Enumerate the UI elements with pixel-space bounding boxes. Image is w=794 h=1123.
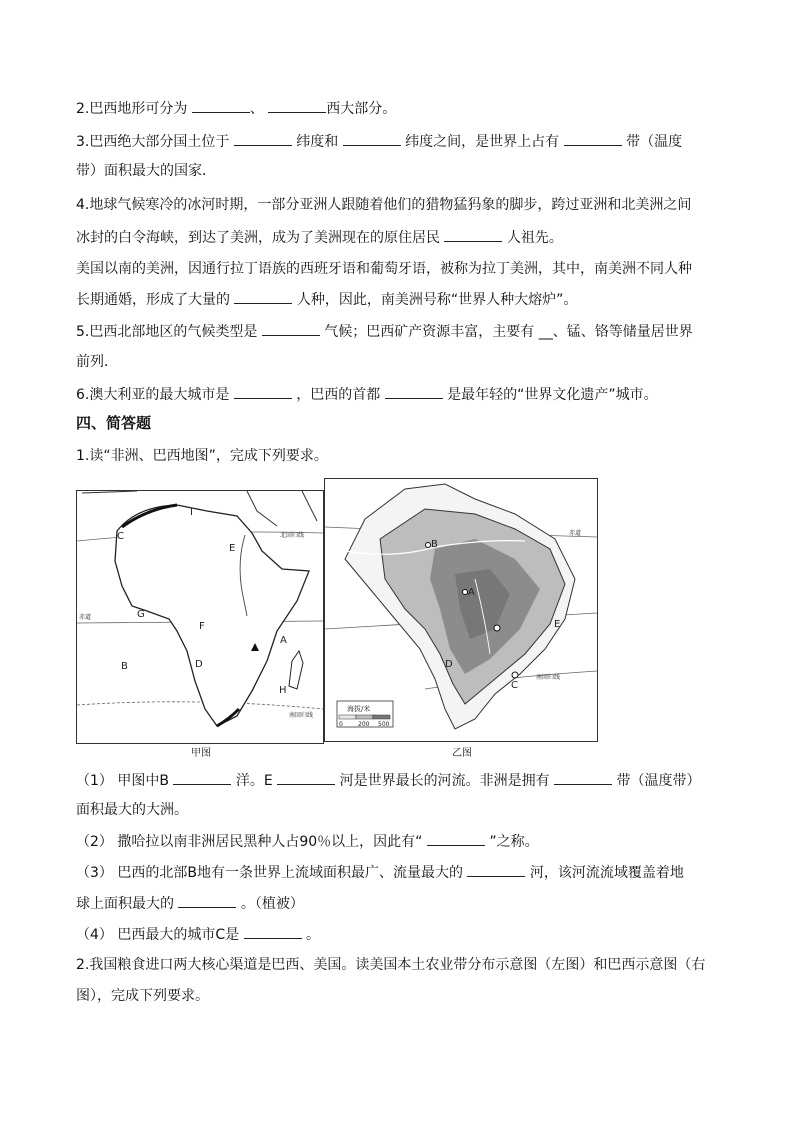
- answer-blank[interactable]: [173, 770, 231, 785]
- text-segment: 河是世界最长的河流。非洲是拥有: [335, 773, 555, 789]
- text-line: [76, 98, 396, 119]
- legend-tick: 500: [378, 721, 390, 728]
- text-line: [76, 446, 328, 466]
- africa-label: 南回归线: [289, 712, 314, 719]
- text-segment: 面积最大的大洲。: [76, 802, 188, 818]
- text-segment: 纬度和: [291, 134, 343, 150]
- text-segment: 2.我国粮食进口两大核心渠道是巴西、美国。读美国本土农业带分布示意图（左图）和巴西示意图（右: [76, 957, 706, 973]
- text-segment: 2.巴西地形可分为: [76, 101, 192, 117]
- text-segment: 前列．: [76, 354, 118, 370]
- answer-blank[interactable]: [268, 98, 326, 113]
- africa-map-caption: 甲图: [191, 748, 211, 759]
- text-segment: 。（植被）: [236, 896, 304, 912]
- africa-label: G: [137, 609, 145, 620]
- text-segment: 人种，因此，南美洲号称“世界人种大熔炉”。: [292, 292, 578, 308]
- text-line: [76, 131, 682, 152]
- brazil-label: E: [554, 619, 561, 630]
- text-segment: 。: [301, 927, 321, 943]
- africa-label: A: [280, 635, 287, 646]
- answer-blank[interactable]: [234, 131, 292, 146]
- text-segment: ”之称。: [484, 834, 539, 850]
- text-segment: 图），完成下列要求。: [76, 988, 209, 1004]
- text-line: [76, 955, 705, 975]
- answer-blank[interactable]: [564, 131, 622, 146]
- answer-blank[interactable]: [277, 770, 335, 785]
- text-segment: 人祖先。: [502, 230, 563, 246]
- brazil-label: 赤道: [569, 530, 582, 537]
- africa-label: 赤道: [79, 614, 92, 621]
- text-line: [76, 831, 539, 852]
- answer-blank[interactable]: [554, 770, 612, 785]
- answer-blank[interactable]: [385, 384, 443, 399]
- africa-label: 北回归线: [280, 532, 305, 539]
- brazil-label: A: [468, 587, 475, 598]
- answer-blank[interactable]: [444, 227, 502, 242]
- answer-blank[interactable]: [234, 384, 292, 399]
- text-segment: 带）面积最大的国家．: [76, 163, 216, 179]
- brazil-map: [324, 478, 598, 742]
- text-line: [76, 770, 701, 791]
- africa-label: B: [121, 661, 128, 672]
- text-segment: （3） 巴西的北部B地有一条世界上流域面积最广、流量最大的: [76, 865, 468, 881]
- brazil-label: C: [511, 680, 518, 691]
- answer-blank[interactable]: [234, 289, 292, 304]
- text-segment: ，巴西的首都: [291, 387, 385, 403]
- text-line: [76, 924, 320, 945]
- legend-title: 海拔/米: [347, 705, 371, 713]
- text-segment: 冰封的白令海峡，到达了美洲，成为了美洲现在的原住居民: [76, 230, 445, 246]
- text-segment: （4） 巴西最大的城市C是: [76, 927, 244, 943]
- legend-tick: 200: [358, 721, 370, 728]
- text-line: [76, 862, 684, 883]
- text-segment: 长期通婚，形成了大量的: [76, 292, 235, 308]
- text-line: [76, 161, 216, 181]
- text-segment: 6.澳大利亚的最大城市是: [76, 387, 234, 403]
- text-line: [76, 800, 188, 820]
- text-segment: （1） 甲图中B: [76, 773, 174, 789]
- text-segment: （2） 撒哈拉以南非洲居民黑种人占90％以上，因此有“: [76, 834, 427, 850]
- text-segment: 带（温度: [621, 134, 683, 150]
- text-segment: 西大部分。: [326, 101, 397, 117]
- text-segment: 带（温度带）: [612, 773, 701, 789]
- answer-blank[interactable]: [262, 321, 320, 336]
- answer-blank[interactable]: [244, 924, 302, 939]
- africa-label: D: [195, 659, 203, 670]
- text-segment: 1.读“非洲、巴西地图”，完成下列要求。: [76, 448, 328, 464]
- text-line: [76, 259, 692, 279]
- text-segment: 河，该河流流域覆盖着地: [525, 865, 684, 881]
- africa-label: H: [279, 685, 287, 696]
- text-segment: 5.巴西北部地区的气候类型是: [76, 324, 262, 340]
- africa-map: [76, 490, 324, 744]
- text-segment: 纬度之间，是世界上占有: [400, 134, 564, 150]
- africa-label: F: [199, 621, 205, 632]
- elevation-legend: [337, 701, 393, 728]
- text-line: [76, 321, 693, 342]
- africa-label: E: [229, 543, 236, 554]
- text-line: [76, 227, 563, 248]
- answer-blank[interactable]: [427, 831, 485, 846]
- text-segment: 是最年轻的“世界文化遗产”城市。: [442, 387, 658, 403]
- text-segment: 球上面积最大的: [76, 896, 179, 912]
- africa-label: I: [190, 507, 193, 518]
- text-line: [76, 195, 691, 215]
- answer-blank[interactable]: [343, 131, 401, 146]
- brazil-label: 南回归线: [536, 674, 561, 681]
- text-segment: 气候；巴西矿产资源丰富，主要有 __、锰、铬等储量居世界: [319, 324, 693, 340]
- brazil-map-caption: 乙图: [452, 748, 472, 759]
- text-line: [76, 384, 658, 405]
- brazil-label: D: [445, 659, 453, 670]
- text-segment: 3.巴西绝大部分国土位于: [76, 134, 234, 150]
- answer-blank[interactable]: [192, 98, 250, 113]
- text-line: [76, 352, 118, 372]
- text-line: [76, 893, 304, 914]
- brazil-label: B: [431, 539, 438, 550]
- answer-blank[interactable]: [178, 893, 236, 908]
- text-line: [76, 289, 577, 310]
- section-heading: 四、简答题: [76, 414, 152, 432]
- legend-tick: 0: [339, 721, 343, 728]
- text-segment: 4.地球气候寒冷的冰河时期，一部分亚洲人跟随着他们的猎物猛犸象的脚步，跨过亚洲和北美洲之间: [76, 197, 692, 213]
- text-line: [76, 986, 209, 1006]
- text-segment: 美国以南的美洲，因通行拉丁语族的西班牙语和葡萄牙语，被称为拉丁美洲，其中，南美洲不同人种: [76, 261, 692, 277]
- africa-label: C: [117, 531, 124, 542]
- text-segment: 洋。E: [231, 773, 278, 789]
- text-segment: 、: [249, 101, 269, 117]
- answer-blank[interactable]: [467, 862, 525, 877]
